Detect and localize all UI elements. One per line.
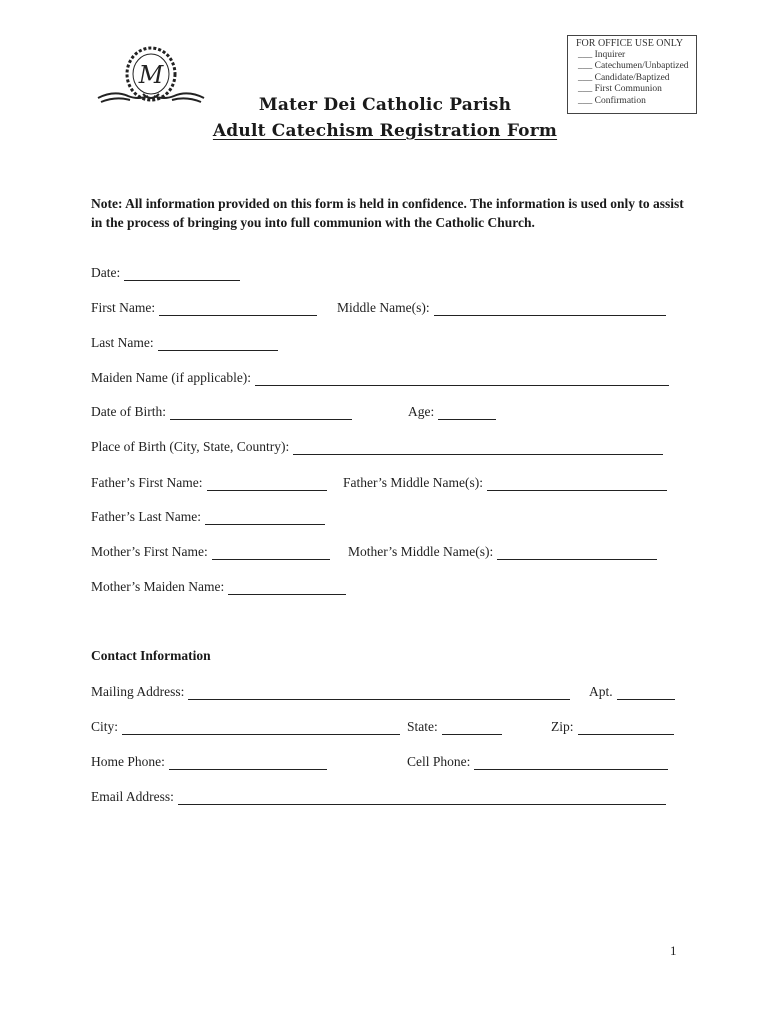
apt-line[interactable] [617, 685, 675, 700]
office-use-item-catechumen: ___ Catechumen/Unbaptized [578, 61, 689, 72]
maiden-name-field[interactable] [91, 370, 669, 386]
middle-names-field[interactable] [337, 300, 666, 316]
place-of-birth-label: Place of Birth (City, State, Country): [91, 439, 290, 454]
father-first-name-label: Father’s First Name: [91, 475, 203, 490]
form-title-text: Adult Catechism Registration Form [212, 121, 558, 141]
first-name-label: First Name: [91, 300, 156, 315]
page-number: 1 [670, 943, 677, 958]
home-phone-label: Home Phone: [91, 754, 165, 769]
mailing-address-label: Mailing Address: [91, 684, 185, 699]
mother-maiden-name-field[interactable] [91, 579, 346, 595]
office-use-item-confirmation: ___ Confirmation [578, 95, 646, 106]
state-field[interactable] [407, 719, 502, 735]
mother-first-name-label: Mother’s First Name: [91, 544, 208, 559]
home-phone-line[interactable] [169, 755, 327, 770]
place-of-birth-field[interactable] [91, 439, 663, 455]
form-title [200, 121, 570, 141]
email-line[interactable] [178, 790, 666, 805]
last-name-field[interactable] [91, 335, 278, 351]
cell-phone-label: Cell Phone: [407, 754, 471, 769]
city-line[interactable] [122, 720, 400, 735]
place-of-birth-line[interactable] [293, 440, 663, 455]
first-name-field[interactable] [91, 300, 317, 316]
father-middle-names-label: Father’s Middle Name(s): [343, 475, 483, 490]
zip-field[interactable] [551, 719, 674, 735]
mother-middle-names-field[interactable] [348, 544, 657, 560]
father-middle-names-line[interactable] [487, 476, 667, 491]
parish-title: Mater Dei Catholic Parish [258, 95, 512, 115]
father-last-name-label: Father’s Last Name: [91, 509, 201, 524]
mother-maiden-name-line[interactable] [228, 580, 346, 595]
father-first-name-field[interactable] [91, 475, 327, 491]
dob-field[interactable] [91, 404, 352, 420]
dob-label: Date of Birth: [91, 404, 166, 419]
confidentiality-note: Note: All information provided on this form is held in confidence. The information is used only to assist in the process of bringing you into full communion with the Catholic Church. [91, 196, 684, 230]
mother-maiden-name-label: Mother’s Maiden Name: [91, 579, 225, 594]
dob-line[interactable] [170, 405, 352, 420]
age-label: Age: [408, 404, 435, 419]
age-field[interactable] [408, 404, 496, 420]
cell-phone-line[interactable] [474, 755, 668, 770]
maiden-name-label: Maiden Name (if applicable): [91, 370, 252, 385]
office-use-item-inquirer: ___ Inquirer [578, 49, 626, 60]
zip-line[interactable] [578, 720, 674, 735]
father-middle-names-field[interactable] [343, 475, 667, 491]
city-field[interactable] [91, 719, 400, 735]
mother-middle-names-label: Mother’s Middle Name(s): [348, 544, 494, 559]
father-last-name-field[interactable] [91, 509, 325, 525]
father-last-name-line[interactable] [205, 510, 325, 525]
mother-middle-names-line[interactable] [497, 545, 657, 560]
first-name-line[interactable] [159, 301, 317, 316]
parish-crest-logo [96, 42, 206, 112]
office-use-title: FOR OFFICE USE ONLY [576, 38, 684, 49]
father-first-name-line[interactable] [207, 476, 327, 491]
home-phone-field[interactable] [91, 754, 327, 770]
middle-names-label: Middle Name(s): [337, 300, 430, 315]
maiden-name-line[interactable] [255, 371, 669, 386]
last-name-line[interactable] [158, 336, 278, 351]
last-name-label: Last Name: [91, 335, 154, 350]
city-label: City: [91, 719, 119, 734]
zip-label: Zip: [551, 719, 574, 734]
office-use-item-candidate: ___ Candidate/Baptized [578, 72, 670, 83]
state-line[interactable] [442, 720, 502, 735]
date-line[interactable] [124, 266, 240, 281]
date-label: Date: [91, 265, 121, 280]
email-label: Email Address: [91, 789, 174, 804]
cell-phone-field[interactable] [407, 754, 668, 770]
contact-info-heading: Contact Information [91, 648, 211, 663]
state-label: State: [407, 719, 438, 734]
date-field[interactable] [91, 265, 240, 281]
office-use-box [567, 35, 697, 114]
mother-first-name-field[interactable] [91, 544, 330, 560]
middle-names-line[interactable] [434, 301, 666, 316]
apt-label: Apt. [589, 684, 613, 699]
email-field[interactable] [91, 789, 666, 805]
office-use-item-first-communion: ___ First Communion [578, 84, 662, 95]
age-line[interactable] [438, 405, 496, 420]
crest-letter: M [138, 61, 164, 89]
apt-field[interactable] [589, 684, 675, 700]
mailing-address-field[interactable] [91, 684, 570, 700]
mailing-address-line[interactable] [188, 685, 570, 700]
mother-first-name-line[interactable] [212, 545, 330, 560]
